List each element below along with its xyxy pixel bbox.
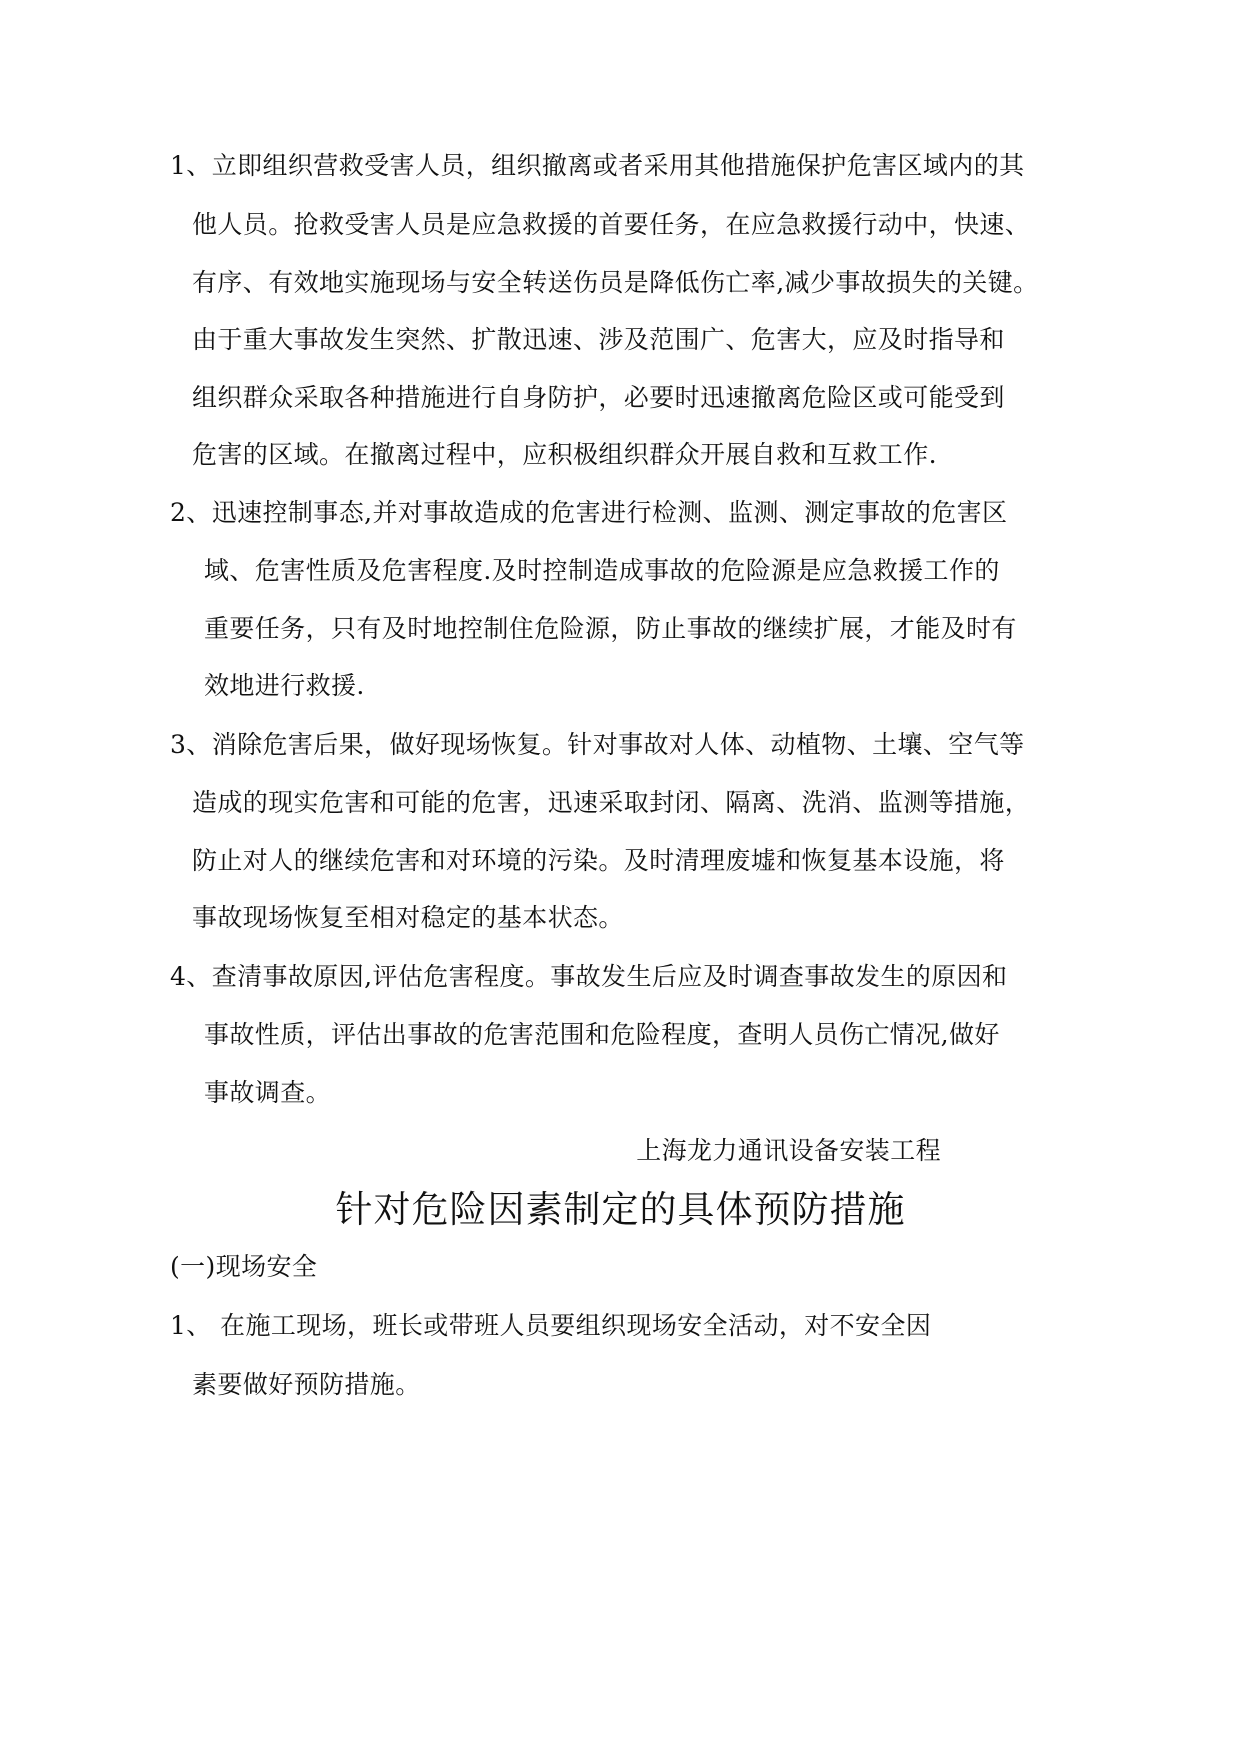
item1-line6: 危害的区域。在撤离过程中，应积极组织群众开展自救和互救工作. <box>192 440 937 469</box>
item1-line5: 组织群众采取各种措施进行自身防护，必要时迅速撤离危险区或可能受到 <box>192 383 1005 412</box>
item5-line2: 素要做好预防措施。 <box>192 1370 421 1399</box>
item1-line1: 1、立即组织营救受害人员，组织撤离或者采用其他措施保护危害区域内的其 <box>170 151 1025 180</box>
item4-line3: 事故调查。 <box>204 1078 332 1107</box>
company-signature: 上海龙力通讯设备安装工程 <box>636 1136 941 1165</box>
item2-line3: 重要任务，只有及时地控制住危险源，防止事故的继续扩展，才能及时有 <box>204 614 1017 643</box>
item3-line4: 事故现场恢复至相对稳定的基本状态。 <box>192 903 624 932</box>
item4-line2: 事故性质，评估出事故的危害范围和危险程度，查明人员伤亡情况,做好 <box>204 1020 1000 1049</box>
item3-line2: 造成的现实危害和可能的危害，迅速采取封闭、隔离、洗消、监测等措施， <box>192 788 1031 817</box>
section-title: 针对危险因素制定的具体预防措施 <box>335 1188 906 1231</box>
item1-line2: 他人员。抢救受害人员是应急救援的首要任务，在应急救援行动中，快速、 <box>192 210 1031 239</box>
item2-line1: 2、迅速控制事态,并对事故造成的危害进行检测、监测、测定事故的危害区 <box>170 498 1008 527</box>
item4-line1: 4、查清事故原因,评估危害程度。事故发生后应及时调查事故发生的原因和 <box>170 962 1008 991</box>
item1-line3: 有序、有效地实施现场与安全转送伤员是降低伤亡率,减少事故损失的关键。 <box>192 268 1039 297</box>
item1-line4: 由于重大事故发生突然、扩散迅速、涉及范围广、危害大，应及时指导和 <box>192 325 1005 354</box>
item2-line2: 域、危害性质及危害程度.及时控制造成事故的危险源是应急救援工作的 <box>204 556 1000 585</box>
item5-line1: 1、 在施工现场，班长或带班人员要组织现场安全活动，对不安全因 <box>170 1311 932 1340</box>
item3-line3: 防止对人的继续危害和对环境的污染。及时清理废墟和恢复基本设施，将 <box>192 846 1005 875</box>
item3-line1: 3、消除危害后果，做好现场恢复。针对事故对人体、动植物、土壤、空气等 <box>170 730 1025 759</box>
item2-line4: 效地进行救援. <box>204 671 365 700</box>
subheading: (一)现场安全 <box>170 1252 318 1281</box>
